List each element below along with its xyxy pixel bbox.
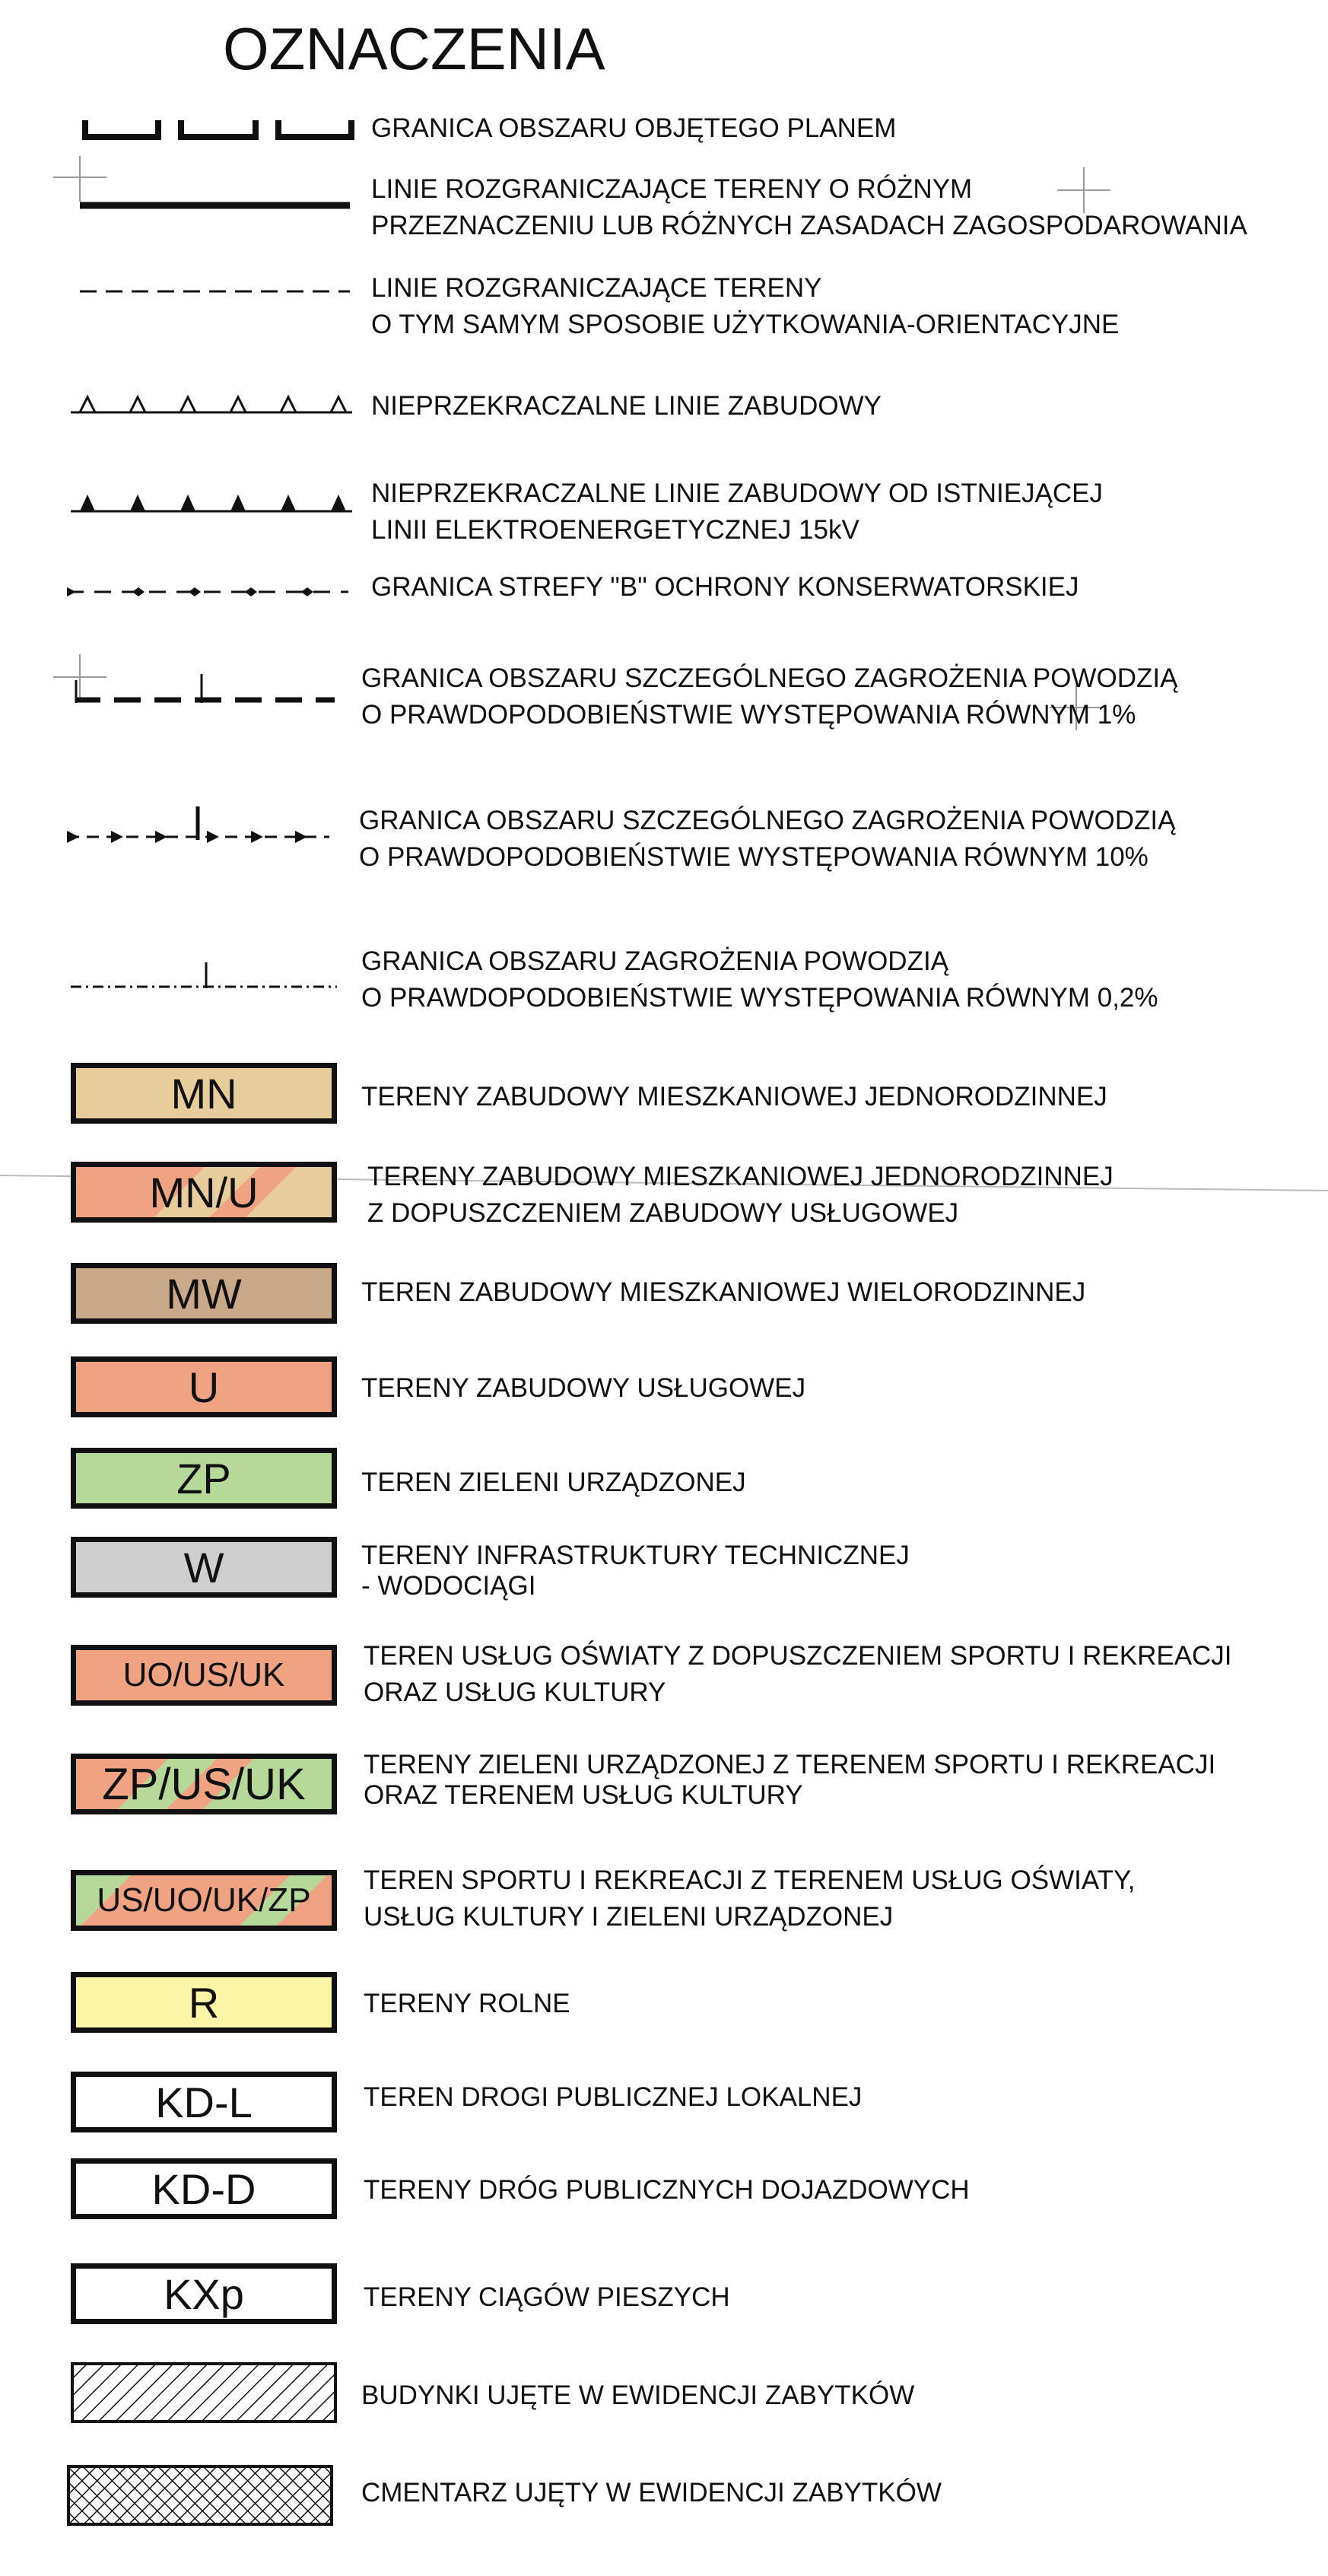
legend-label: TERENY CIĄGÓW PIESZYCH: [364, 2282, 730, 2312]
legend-label: NIEPRZEKRACZALNE LINIE ZABUDOWY OD ISTNIEJĄCEJ LINII ELEKTROENERGETYCZNEJ 15kV: [371, 479, 1104, 545]
zone-code: W: [183, 1543, 224, 1592]
zone-box-u: [71, 1356, 337, 1417]
zone-code: KXp: [164, 2269, 244, 2318]
zone-code: MN/U: [149, 1168, 259, 1216]
legend-label: TERENY ZIELENI URZĄDZONEJ Z TERENEM SPORTU I REKREACJI ORAZ TERENEM USŁUG KULTURY: [364, 1750, 1216, 1810]
zone-code: U: [188, 1363, 220, 1411]
legend-label: TERENY DRÓG PUBLICZNYCH DOJAZDOWYCH: [364, 2175, 970, 2205]
zone-code: UO/US/UK: [122, 1656, 285, 1693]
legend-label: TEREN SPORTU I REKREACJI Z TERENEM USŁUG OŚWIATY, USŁUG KULTURY I ZIELENI URZĄDZONEJ: [364, 1865, 1136, 1932]
zone-box-uo-us-uk: [71, 1645, 337, 1706]
zone-box-mw: [71, 1263, 337, 1324]
legend-label: BUDYNKI UJĘTE W EWIDENCJI ZABYTKÓW: [361, 2380, 915, 2410]
zone-code: KD-L: [155, 2078, 253, 2126]
filled-triangle-line-icon: [71, 485, 352, 516]
legend-label: TERENY ZABUDOWY MIESZKANIOWEJ JEDNORODZINNEJ: [361, 1082, 1107, 1111]
zone-box-kd-d: [71, 2158, 337, 2219]
legend-label: LINIE ROZGRANICZAJĄCE TERENY O RÓŻNYM PRZEZNACZENIU LUB RÓŻNYCH ZASADACH ZAGOSPODAROWANIA: [371, 174, 1247, 240]
zone-box-r: [71, 1972, 337, 2033]
flood-02pct-line-icon: [71, 953, 345, 991]
flood-1pct-line-icon: [68, 669, 342, 708]
legend-label: TEREN ZIELENI URZĄDZONEJ: [361, 1468, 746, 1497]
zone-code: MN: [170, 1069, 237, 1118]
zone-box-w: [71, 1537, 337, 1598]
legend-label: TEREN DROGI PUBLICZNEJ LOKALNEJ: [364, 2082, 863, 2112]
legend-label: LINIE ROZGRANICZAJĄCE TERENY O TYM SAMYM SPOSOBIE UŻYTKOWANIA-ORIENTACYJNE: [371, 273, 1120, 339]
zone-box-zp: [71, 1448, 337, 1509]
zone-box-kd-l: [71, 2072, 337, 2132]
legend-label: GRANICA OBSZARU SZCZEGÓLNEGO ZAGROŻENIA POWODZIĄ O PRAWDOPODOBIEŃSTWIE WYSTĘPOWANIA RÓWNYM 1%: [361, 663, 1178, 730]
zone-box-kxp: [71, 2263, 337, 2324]
legend-label: TERENY INFRASTRUKTURY TECHNICZNEJ - WODOCIĄGI: [361, 1541, 910, 1601]
zone-box-mn-u: [71, 1162, 337, 1223]
legend-label: CMENTARZ UJĘTY W EWIDENCJI ZABYTKÓW: [361, 2478, 942, 2508]
legend-label: TERENY ROLNE: [364, 1989, 570, 2018]
zone-code: ZP/US/UK: [102, 1759, 306, 1809]
thin-dashed-line-icon: [80, 288, 354, 295]
legend-label: GRANICA OBSZARU SZCZEGÓLNEGO ZAGROŻENIA POWODZIĄ O PRAWDOPODOBIEŃSTWIE WYSTĘPOWANIA RÓWNYM 10%: [359, 806, 1176, 872]
legend-label: GRANICA STREFY "B" OCHRONY KONSERWATORSKIEJ: [371, 572, 1079, 602]
open-triangle-line-icon: [71, 386, 352, 417]
flood-10pct-line-icon: [67, 805, 341, 851]
legend-label: TEREN ZABUDOWY MIESZKANIOWEJ WIELORODZINNEJ: [361, 1277, 1086, 1307]
diagonal-hatch-icon: [71, 2362, 337, 2423]
dashed-thick-boundary-icon: [82, 114, 356, 145]
zone-code: KD-D: [151, 2164, 256, 2213]
legend-label: NIEPRZEKRACZALNE LINIE ZABUDOWY: [371, 391, 882, 421]
zone-box-zp-us-uk: [71, 1754, 337, 1814]
legend-label: TERENY ZABUDOWY USŁUGOWEJ: [361, 1373, 806, 1403]
zone-box-mn: [71, 1063, 337, 1124]
zone-code: MW: [166, 1269, 242, 1318]
legend-label: GRANICA OBSZARU OBJĘTEGO PLANEM: [371, 113, 897, 143]
legend-label: GRANICA OBSZARU ZAGROŻENIA POWODZIĄ O PRAWDOPODOBIEŃSTWIE WYSTĘPOWANIA RÓWNYM 0,2%: [361, 946, 1158, 1013]
scan-crosshair-icon: [53, 156, 106, 202]
crosshatch-icon: [67, 2465, 333, 2526]
zone-box-us-uo-uk-zp: [71, 1870, 337, 1931]
legend-label: TEREN USŁUG OŚWIATY Z DOPUSZCZENIEM SPORTU I REKREACJI ORAZ USŁUG KULTURY: [364, 1641, 1232, 1707]
solid-thick-line-icon: [80, 198, 354, 213]
legend-label: TERENY ZABUDOWY MIESZKANIOWEJ JEDNORODZINNEJ Z DOPUSZCZENIEM ZABUDOWY USŁUGOWEJ: [367, 1162, 1114, 1228]
legend-title: OZNACZENIA: [223, 15, 605, 82]
zone-code: R: [188, 1978, 220, 2027]
diamond-dash-line-icon: [67, 584, 356, 599]
zone-code: ZP: [176, 1454, 231, 1503]
zone-code: US/UO/UK/ZP: [97, 1881, 311, 1919]
